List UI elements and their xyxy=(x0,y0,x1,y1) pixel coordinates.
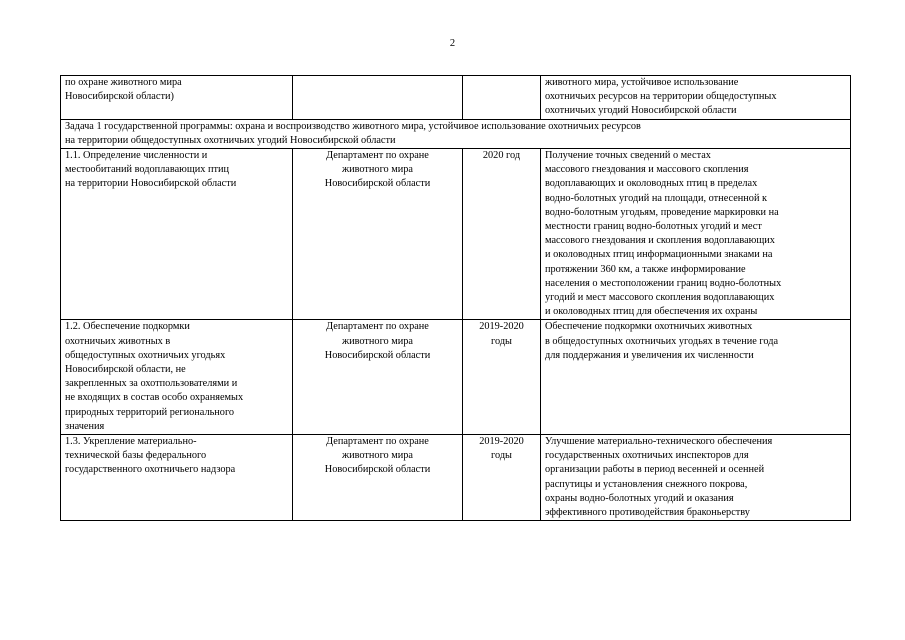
task-cell: 1.2. Обеспечение подкормки охотничьих животных в общедоступных охотничьих угодьях Новосибирской области, не закрепленных за охотпользователями и не входящих в состав особо охраняемых природных территорий регионального значения xyxy=(61,320,293,435)
table-row xyxy=(61,320,851,435)
task-cell: 1.1. Определение численности и местообитаний водоплавающих птиц на территории Новосибирской области xyxy=(61,149,293,320)
executor-cell: Департамент по охране животного мира Новосибирской области xyxy=(293,320,463,435)
table-row-section xyxy=(61,119,851,148)
result-cell: Улучшение материально-технического обеспечения государственных охотничьих инспекторов для организации работы в период весенней и осенней распутицы и установления снежного покрова, охраны водно-болотных угодий и оказания эффективного противодействия браконьерству xyxy=(541,435,851,521)
period-cell: 2020 год xyxy=(463,149,541,320)
result-cell: Обеспечение подкормки охотничьих животных в общедоступных охотничьих угодьях в течение года для поддержания и увеличения их численности xyxy=(541,320,851,435)
period-cell: 2019-2020 годы xyxy=(463,435,541,521)
table-row xyxy=(61,435,851,521)
measures-table xyxy=(60,75,851,521)
executor-cell: Департамент по охране животного мира Новосибирской области xyxy=(293,149,463,320)
result-cell: Получение точных сведений о местах массового гнездования и массового скопления водоплавающих и околоводных птиц в пределах водно-болотных угодий на площади, отнесенной к водно-болотным угодьям, проведение маркировки на местности границ водно-болотных угодий и мест массового гнездования и скопления водоплавающих и околоводных птиц информационными знаками на протяжении 360 км, а также информирование населения о местоположении границ водно-болотных угодий и мест массового скопления водоплавающих и околоводных птиц для обеспечения их охраны xyxy=(541,149,851,320)
executor-cell xyxy=(293,76,463,120)
task-cell: по охране животного мира Новосибирской области) xyxy=(61,76,293,120)
table-row xyxy=(61,149,851,320)
section-title-cell: Задача 1 государственной программы: охрана и воспроизводство животного мира, устойчивое использование охотничьих ресурсов на территории общедоступных охотничьих угодий Новосибирской области xyxy=(61,119,851,148)
page-number: 2 xyxy=(449,38,456,49)
period-cell: 2019-2020 годы xyxy=(463,320,541,435)
period-cell xyxy=(463,76,541,120)
result-cell: животного мира, устойчивое использование охотничьих ресурсов на территории общедоступных охотничьих угодий Новосибирской области xyxy=(541,76,851,120)
task-cell: 1.3. Укрепление материально- технической базы федерального государственного охотничьего надзора xyxy=(61,435,293,521)
executor-cell: Департамент по охране животного мира Новосибирской области xyxy=(293,435,463,521)
table-row xyxy=(61,76,851,120)
